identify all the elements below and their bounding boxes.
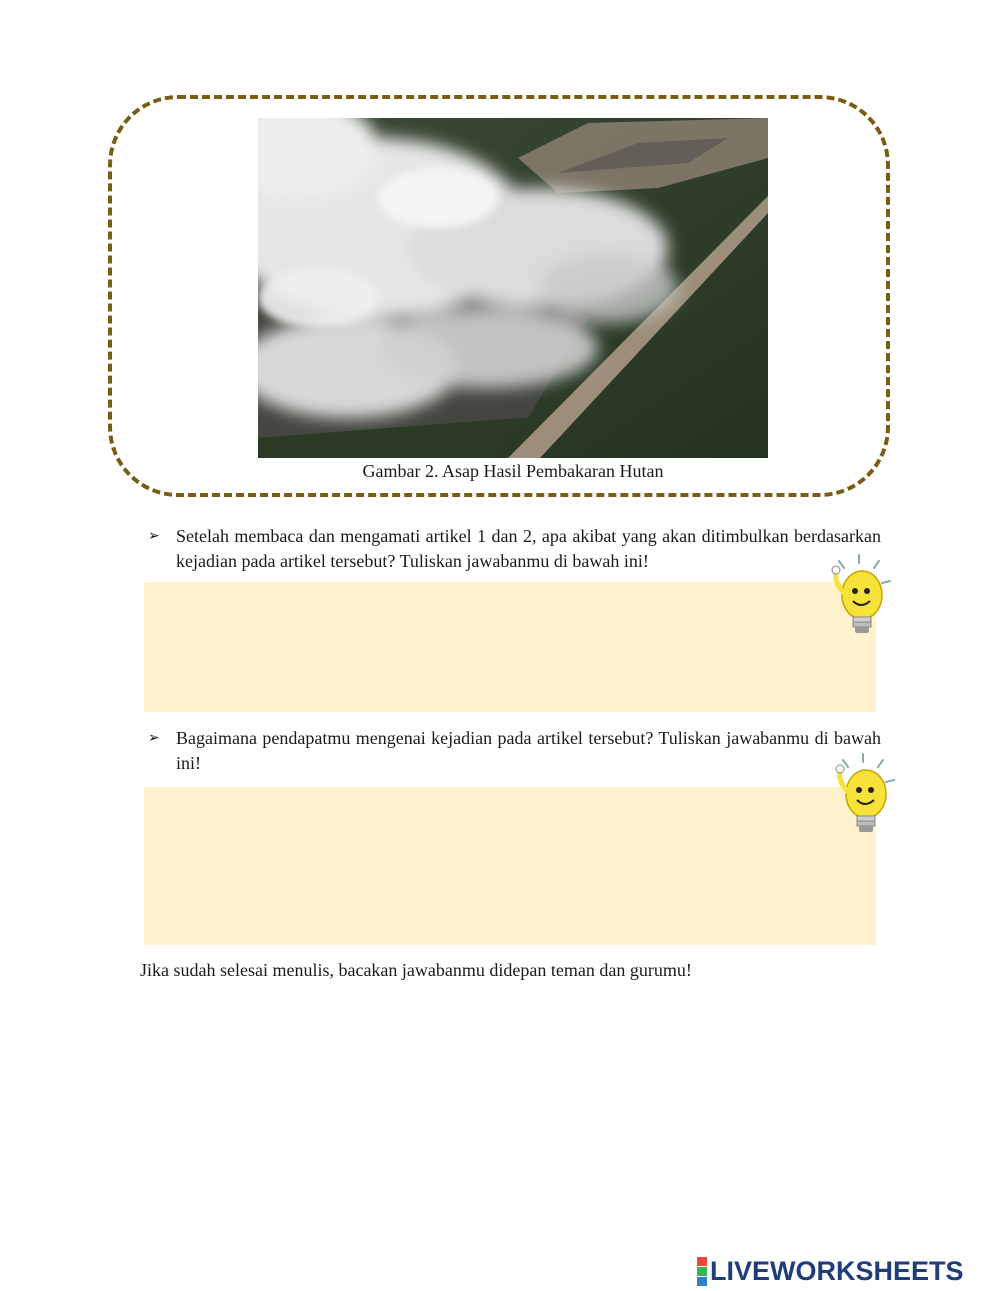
- question-1: [148, 524, 881, 574]
- forest-fire-photo: [258, 118, 768, 458]
- logo-blocks-icon: [697, 1257, 707, 1286]
- question-1-text: Setelah membaca dan mengamati artikel 1 dan 2, apa akibat yang akan ditimbulkan berdasarkan kejadian pada artikel tersebut? Tuliskan jawabanmu di bawah ini!: [176, 526, 881, 571]
- figure-caption: Gambar 2. Asap Hasil Pembakaran Hutan: [362, 461, 664, 481]
- question-2: [148, 726, 881, 776]
- lightbulb-icon: [828, 752, 898, 842]
- lightbulb-icon: [824, 553, 894, 643]
- question-2-text: Bagaimana pendapatmu mengenai kejadian pada artikel tersebut? Tuliskan jawabanmu di bawah ini!: [176, 728, 881, 773]
- liveworksheets-logo[interactable]: [697, 1256, 964, 1286]
- closing-instruction: Jika sudah selesai menulis, bacakan jawabanmu didepan teman dan gurumu!: [140, 960, 692, 980]
- arrow-bullet-icon: ➢: [148, 529, 160, 544]
- arrow-bullet-icon: ➢: [148, 731, 160, 746]
- logo-text: LIVEWORKSHEETS: [710, 1255, 964, 1286]
- answer-2-input[interactable]: [144, 787, 876, 945]
- answer-1-input[interactable]: [144, 582, 876, 712]
